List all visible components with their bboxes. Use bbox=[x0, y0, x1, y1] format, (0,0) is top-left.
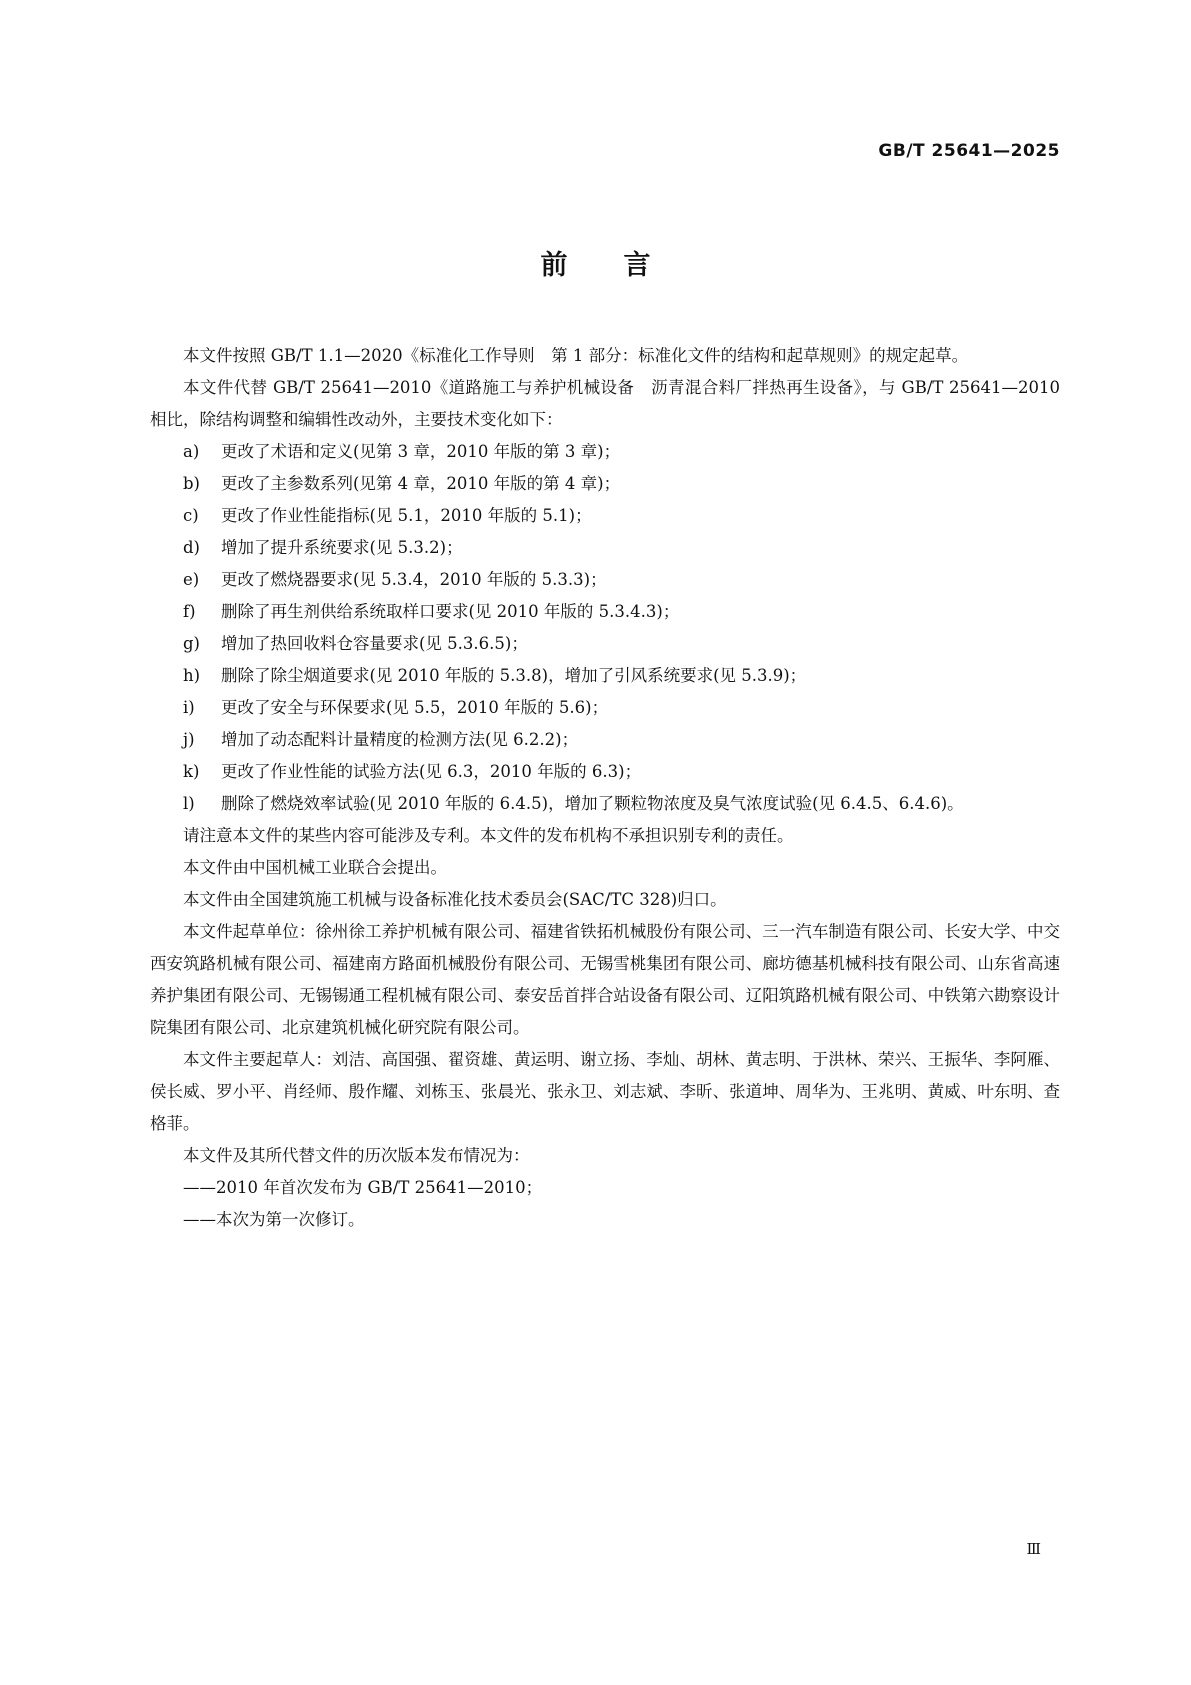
list-item-text: 删除了再生剂供给系统取样口要求(见 2010 年版的 5.3.4.3)； bbox=[221, 602, 680, 621]
history-item: ——本次为第一次修订。 bbox=[183, 1210, 365, 1229]
list-item-text: 更改了术语和定义(见第 3 章，2010 年版的第 3 章)； bbox=[221, 442, 621, 461]
list-item bbox=[150, 724, 1060, 756]
list-item-text: 增加了提升系统要求(见 5.3.2)； bbox=[221, 538, 463, 557]
list-item-text: 删除了燃烧效率试验(见 2010 年版的 6.4.5)，增加了颗粒物浓度及臭气浓度试验(见 6.4.5、6.4.6)。 bbox=[221, 794, 964, 813]
list-marker: a) bbox=[183, 442, 200, 461]
list-marker: f) bbox=[183, 602, 196, 621]
list-item-text: 更改了燃烧器要求(见 5.3.4，2010 年版的 5.3.3)； bbox=[221, 570, 607, 589]
list-marker: j) bbox=[183, 730, 195, 749]
paragraph-drafting-rules: 本文件按照 GB/T 1.1—2020《标准化工作导则 第 1 部分：标准化文件的结构和起草规则》的规定起草。 bbox=[183, 346, 969, 365]
paragraph-technical-committee: 本文件由全国建筑施工机械与设备标准化技术委员会(SAC/TC 328)归口。 bbox=[183, 890, 727, 909]
page-title: 前言 bbox=[540, 250, 707, 281]
history-item: ——2010 年首次发布为 GB/T 25641—2010； bbox=[183, 1178, 543, 1197]
list-marker: l) bbox=[183, 794, 195, 813]
paragraph-drafting-organizations: 本文件起草单位：徐州徐工养护机械有限公司、福建省铁拓机械股份有限公司、三一汽车制造有限公司、长安大学、中交西安筑路机械有限公司、福建南方路面机械股份有限公司、无锡雪桃集团有限公司、廊坊德基机械科技有限公司、山东省高速养护集团有限公司、无锡锡通工程机械有限公司、泰安岳首拌合站设备有限公司、辽阳筑路机械有限公司、中铁第六勘察设计院集团有限公司、北京建筑机械化研究院有限公司。 bbox=[150, 922, 1060, 1037]
list-item-text: 增加了热回收料仓容量要求(见 5.3.6.5)； bbox=[221, 634, 528, 653]
list-item bbox=[150, 436, 1060, 468]
list-item-text: 增加了动态配料计量精度的检测方法(见 6.2.2)； bbox=[221, 730, 579, 749]
list-item-text: 删除了除尘烟道要求(见 2010 年版的 5.3.8)，增加了引风系统要求(见 5.3.9)； bbox=[221, 666, 807, 685]
list-item-text: 更改了作业性能指标(见 5.1，2010 年版的 5.1)； bbox=[221, 506, 592, 525]
list-item bbox=[150, 692, 1060, 724]
list-item-text: 更改了主参数系列(见第 4 章，2010 年版的第 4 章)； bbox=[221, 474, 621, 493]
list-marker: e) bbox=[183, 570, 200, 589]
list-marker: c) bbox=[183, 506, 199, 525]
paragraph-version-history: 本文件及其所代替文件的历次版本发布情况为： bbox=[183, 1146, 530, 1165]
list-marker: b) bbox=[183, 474, 200, 493]
list-item bbox=[150, 660, 1060, 692]
list-item-text: 更改了安全与环保要求(见 5.5，2010 年版的 5.6)； bbox=[221, 698, 609, 717]
list-marker: i) bbox=[183, 698, 195, 717]
list-item bbox=[150, 628, 1060, 660]
changes-list bbox=[150, 436, 1060, 820]
list-item bbox=[150, 756, 1060, 788]
list-item-text: 更改了作业性能的试验方法(见 6.3，2010 年版的 6.3)； bbox=[221, 762, 642, 781]
list-marker: k) bbox=[183, 762, 200, 781]
list-item bbox=[150, 500, 1060, 532]
list-item bbox=[150, 468, 1060, 500]
standard-number: GB/T 25641—2025 bbox=[878, 141, 1060, 161]
list-marker: g) bbox=[183, 634, 200, 653]
list-item bbox=[150, 532, 1060, 564]
paragraph-proposer: 本文件由中国机械工业联合会提出。 bbox=[183, 858, 447, 877]
list-item bbox=[150, 596, 1060, 628]
list-item bbox=[150, 564, 1060, 596]
page-number: Ⅲ bbox=[1026, 1540, 1041, 1558]
paragraph-drafters: 本文件主要起草人：刘洁、高国强、翟资雄、黄运明、谢立扬、李灿、胡林、黄志明、于洪林、荣兴、王振华、李阿雁、侯长威、罗小平、肖经师、殷作耀、刘栋玉、张晨光、张永卫、刘志斌、李昕、张道坤、周华为、王兆明、黄威、叶东明、查格菲。 bbox=[150, 1050, 1060, 1133]
paragraph-replacement: 本文件代替 GB/T 25641—2010《道路施工与养护机械设备 沥青混合料厂拌热再生设备》，与 GB/T 25641—2010 相比，除结构调整和编辑性改动外，主要技术变化如下： bbox=[150, 378, 1060, 429]
list-item bbox=[150, 788, 1060, 820]
list-marker: d) bbox=[183, 538, 200, 557]
paragraph-patent-notice: 请注意本文件的某些内容可能涉及专利。本文件的发布机构不承担识别专利的责任。 bbox=[183, 826, 794, 845]
foreword-body bbox=[150, 340, 1060, 1236]
list-marker: h) bbox=[183, 666, 201, 685]
